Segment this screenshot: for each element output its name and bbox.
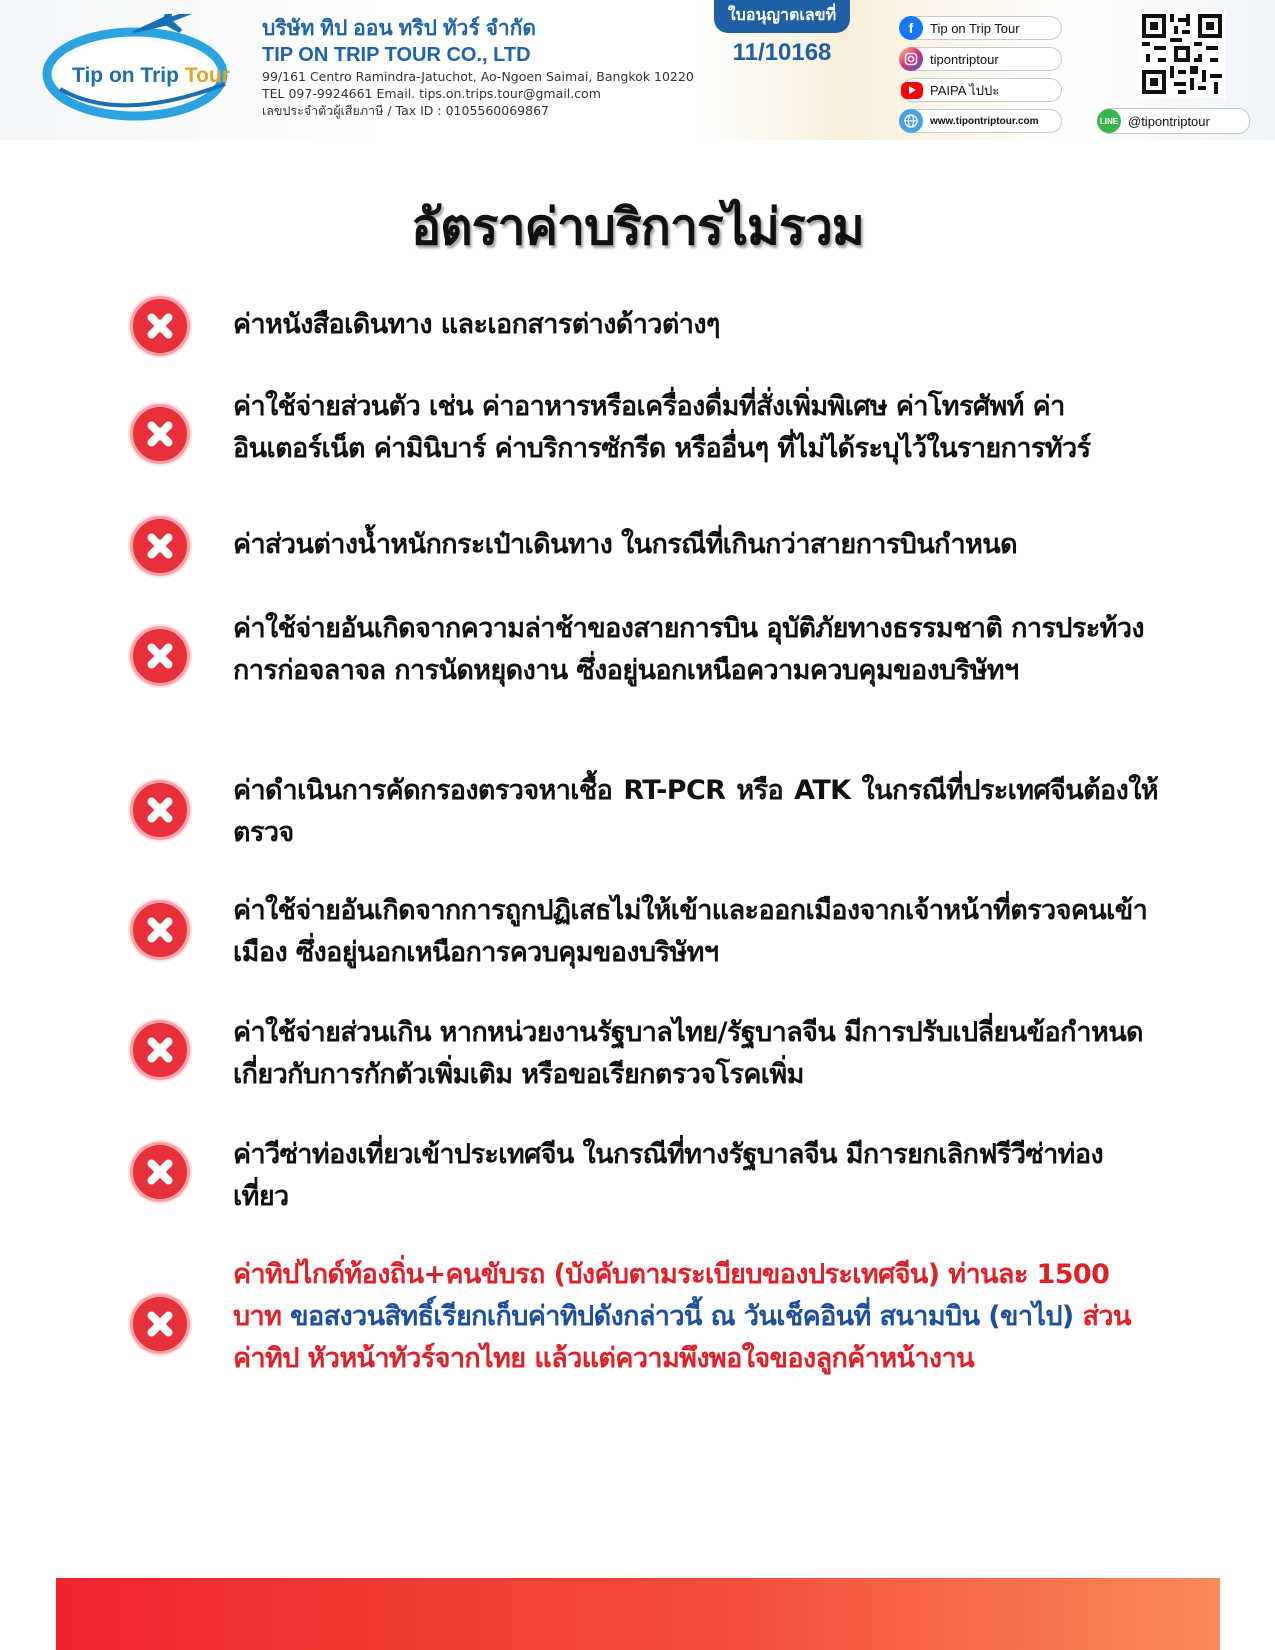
social-website[interactable]: [902, 109, 1062, 133]
cross-icon: [130, 900, 190, 960]
logo-wordmark: Tip on Trip Tour: [72, 64, 230, 87]
social-links: [902, 16, 1062, 140]
license-badge: [712, 0, 852, 67]
cross-icon: [130, 1020, 190, 1080]
tip-notice-blue: ขอสงวนสิทธิ์เรียกเก็บค่าทิปดังกล่าวนี้ ณ วันเช็คอินที่ สนามบิน (ขาไป): [290, 1301, 1083, 1332]
website-icon: [899, 109, 923, 133]
social-website-label: www.tipontriptour.com: [930, 115, 1039, 127]
list-item-text: ค่าใช้จ่ายอันเกิดจากความล่าช้าของสายการบิน อุบัติภัยทางธรรมชาติ การประท้วง การก่อจลาจล การนัดหยุดงาน ซึ่งอยู่นอกเหนือความควบคุมของบริษัทฯ: [233, 613, 1144, 686]
list-item-text: ค่าหนังสือเดินทาง และเอกสารต่างด้าวต่างๆ: [233, 309, 720, 340]
facebook-icon: f: [899, 16, 923, 40]
cross-icon: [130, 626, 190, 686]
instagram-icon: [899, 47, 923, 71]
cross-icon: [130, 404, 190, 464]
youtube-icon: [901, 82, 923, 99]
list-item-text: ค่าดำเนินการคัดกรองตรวจหาเชื้อ RT-PCR หรือ ATK ในกรณีที่ประเทศจีนต้องให้ตรวจ: [233, 775, 1158, 848]
company-name-thai: บริษัท ทิป ออน ทริป ทัวร์ จำกัด: [262, 17, 537, 40]
company-tax-id: เลขประจำตัวผู้เสียภาษี / Tax ID : 0105560069867: [262, 103, 549, 118]
tip-notice-red-end: ส่วนค่าทิป หัวหน้าทัวร์จากไทย แล้วแต่ความพึงพอใจของลูกค้าหน้างาน: [233, 1301, 1131, 1374]
social-youtube[interactable]: [902, 78, 1062, 102]
social-line-label: @tipontriptour: [1128, 113, 1210, 129]
list-item-text: ค่าใช้จ่ายส่วนตัว เช่น ค่าอาหารหรือเครื่องดื่มที่สั่งเพิ่มพิเศษ ค่าโทรศัพท์ ค่าอินเตอร์เน็ต ค่ามินิบาร์ ค่าบริการซักรีด หรืออื่นๆ ที่ไม่ได้ระบุไว้ในรายการทัวร์: [233, 391, 1091, 464]
cross-icon: [130, 1294, 190, 1354]
company-address: 99/161 Centro Ramindra-Jatuchot, Ao-Ngoen Saimai, Bangkok 10220: [262, 69, 694, 84]
company-name-english: TIP ON TRIP TOUR CO., LTD: [262, 44, 531, 66]
company-contact: TEL 097-9924661 Email. tips.on.trips.tour@gmail.com: [262, 86, 601, 101]
qr-code[interactable]: [1138, 10, 1226, 98]
company-logo: [40, 14, 240, 124]
social-facebook-label: Tip on Trip Tour: [930, 20, 1020, 36]
list-item-text: ค่าใช้จ่ายส่วนเกิน หากหน่วยงานรัฐบาลไทย/รัฐบาลจีน มีการปรับเปลี่ยนข้อกำหนดเกี่ยวกับการกักตัวเพิ่มเติม หรือขอเรียกตรวจโรคเพิ่ม: [233, 1017, 1143, 1090]
social-instagram-label: tipontriptour: [930, 51, 999, 67]
license-number: 11/10168: [732, 39, 832, 66]
list-item-text: ค่าใช้จ่ายอันเกิดจากการถูกปฏิเสธไม่ให้เข้าและออกเมืองจากเจ้าหน้าที่ตรวจคนเข้าเมือง ซึ่งอยู่นอกเหนือการควบคุมของบริษัทฯ: [233, 895, 1148, 968]
letterhead: [0, 0, 1275, 140]
cross-icon: [130, 780, 190, 840]
cross-icon: [130, 296, 190, 356]
line-icon: LINE: [1097, 109, 1121, 133]
social-line[interactable]: [1098, 108, 1250, 134]
page-title: อัตราค่าบริการไม่รวม: [411, 198, 864, 256]
cross-icon: [130, 516, 190, 576]
social-youtube-label: PAIPA ไปปะ: [930, 82, 1000, 98]
tip-notice-red: ค่าทิปไกด์ท้องถิ่น+คนขับรถ (บังคับตามระเบียบของประเทศจีน) ท่านละ 1500 บาท: [233, 1259, 1110, 1332]
company-info: [262, 16, 694, 119]
list-item-text: ค่าส่วนต่างน้ำหนักกระเป๋าเดินทาง ในกรณีที่เกินกว่าสายการบินกำหนด: [233, 529, 1018, 560]
social-facebook[interactable]: [902, 16, 1062, 40]
social-instagram[interactable]: [902, 47, 1062, 71]
list-item-text: [233, 1254, 1158, 1380]
license-label: ใบอนุญาตเลขที่: [714, 0, 850, 33]
list-item-text: ค่าวีซ่าท่องเที่ยวเข้าประเทศจีน ในกรณีที่ทางรัฐบาลจีน มีการยกเลิกฟรีวีซ่าท่องเที่ยว: [233, 1139, 1104, 1212]
footer-bar: [56, 1578, 1220, 1650]
cross-icon: [130, 1142, 190, 1202]
